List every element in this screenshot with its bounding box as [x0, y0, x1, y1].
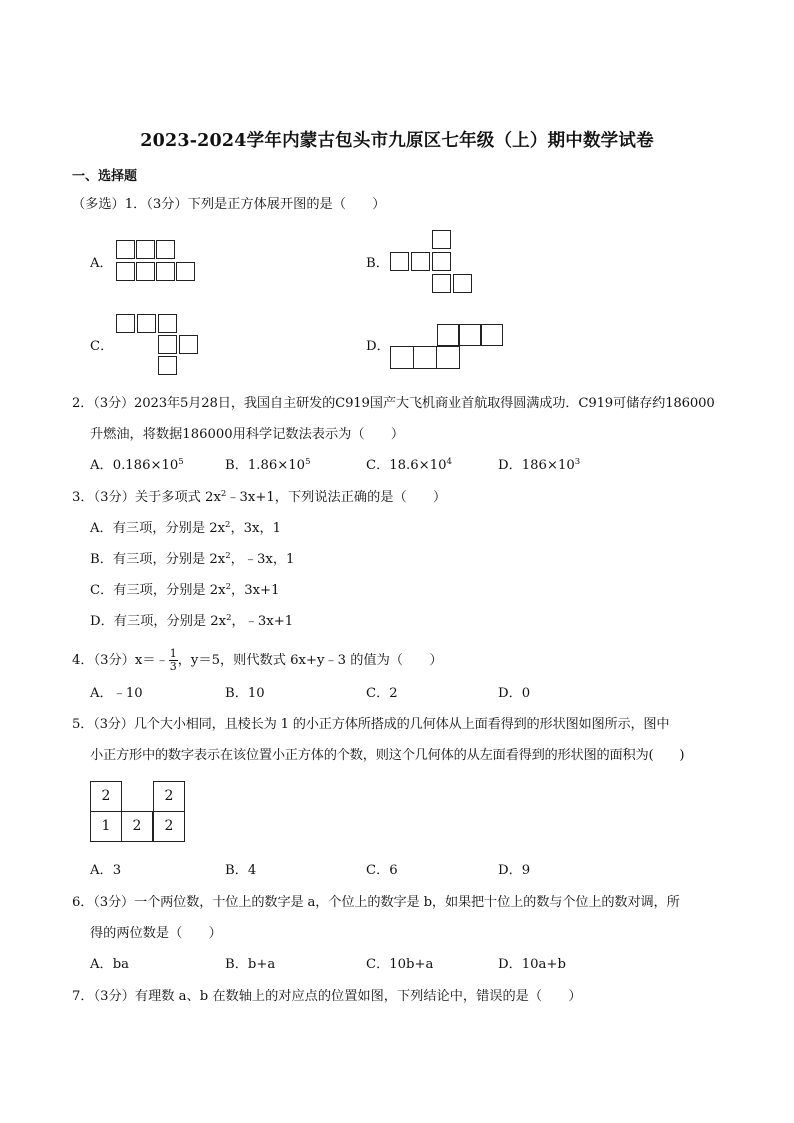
q5-stem-line2: 小正方形中的数字表示在该位置小正方体的个数，则这个几何体的从左面看得到的形状图的面积为( ) — [90, 748, 685, 763]
q3-option-a-pre: A．有三项，分别是 2x — [90, 521, 226, 536]
q1-stem: （多选）1．（3分）下列是正方体展开图的是（ ） — [72, 197, 386, 212]
q5-option-a[interactable]: A．3 — [90, 863, 122, 878]
q3-option-b-post: ，﹣3x，1 — [230, 552, 295, 567]
q5-grid-cell-bottom-3: 2 — [153, 811, 185, 842]
q3-stem-pre: 3．（3分）关于多项式 2x — [72, 490, 221, 505]
q2-option-d-exponent: 3 — [574, 457, 581, 467]
q6-option-a[interactable]: A．ba — [90, 957, 130, 972]
q6-stem-line2: 得的两位数是（ ） — [90, 926, 222, 941]
q5-grid-cell-top-left: 2 — [90, 781, 122, 812]
q3-option-b-exponent: 2 — [225, 551, 231, 561]
q2-option-c-exponent: 4 — [446, 457, 452, 467]
q2-option-b-exponent: 5 — [305, 457, 311, 467]
q2-option-a-text: A．0.186×10 — [90, 458, 179, 473]
q6-option-d[interactable]: D．10a+b — [498, 957, 566, 972]
q3-option-d[interactable] — [90, 613, 293, 631]
q4-fraction-numerator: 1 — [169, 647, 177, 660]
page-title: 2023-2024学年内蒙古包头市九原区七年级（上）期中数学试卷 — [140, 131, 654, 151]
q6-option-b[interactable]: B．b+a — [225, 957, 276, 972]
q4-option-c[interactable]: C．2 — [366, 686, 398, 701]
q4-fraction-denominator: 3 — [169, 660, 177, 673]
q3-stem-post: ﹣3x+1，下列说法正确的是（ ） — [226, 490, 447, 505]
q4-fraction — [169, 648, 178, 673]
q5-grid-cell-bottom-2: 2 — [121, 811, 153, 842]
q4-option-a[interactable]: A．﹣10 — [90, 686, 143, 701]
q3-option-b[interactable] — [90, 551, 294, 569]
q4-stem — [72, 648, 443, 673]
q6-option-c[interactable]: C．10b+a — [366, 957, 434, 972]
q2-stem-line1: 2．（3分）2023年5月28日，我国自主研发的C919国产大飞机商业首航取得圆满成功．C919可储存约186000 — [72, 396, 715, 411]
q2-option-b[interactable] — [225, 457, 311, 475]
q1-option-b-label: B． — [366, 256, 389, 271]
q4-stem-pre: 4．（3分）x＝﹣ — [72, 653, 169, 668]
q3-stem-exponent: 2 — [220, 489, 227, 499]
q5-option-c[interactable]: C．6 — [366, 863, 398, 878]
q4-option-d[interactable]: D．0 — [498, 686, 531, 701]
q3-option-a[interactable] — [90, 520, 281, 538]
q6-stem-line1: 6．（3分）一个两位数，十位上的数字是 a，个位上的数字是 b，如果把十位上的数与个位上的数对调，所 — [72, 895, 680, 910]
q7-stem: 7．（3分）有理数 a、b 在数轴上的对应点的位置如图，下列结论中，错误的是（ ） — [72, 989, 582, 1004]
q3-option-d-exponent: 2 — [226, 613, 232, 623]
q2-option-c-text: C．18.6×10 — [366, 458, 447, 473]
q3-option-a-exponent: 2 — [225, 520, 231, 530]
q2-option-d[interactable] — [498, 457, 580, 475]
q1-option-c-label: C． — [90, 339, 114, 354]
q3-stem — [72, 489, 446, 507]
q3-option-c-exponent: 2 — [225, 582, 232, 592]
q2-option-a[interactable] — [90, 457, 184, 475]
q2-option-b-text: B．1.86×10 — [225, 458, 306, 473]
q1-option-a-label: A． — [90, 256, 113, 271]
q1-option-d-label: D． — [366, 339, 390, 354]
q5-stem-line1: 5．（3分）几个大小相同，且棱长为 1 的小正方体所搭成的几何体从上面看得到的形状图如图所示，图中 — [72, 717, 670, 732]
q3-option-c[interactable] — [90, 582, 280, 600]
q2-stem-line2: 升燃油，将数据186000用科学记数法表示为（ ） — [90, 427, 405, 442]
q3-option-a-post: ，3x，1 — [230, 521, 282, 536]
section-heading: 一、选择题 — [72, 169, 138, 184]
q5-option-d[interactable]: D．9 — [498, 863, 531, 878]
q3-option-b-pre: B．有三项，分别是 2x — [90, 552, 226, 567]
q4-stem-post: ，y＝5，则代数式 6x+y﹣3 的值为（ ） — [177, 653, 443, 668]
q5-grid-cell-bottom-1: 1 — [90, 811, 122, 842]
q3-option-d-pre: D．有三项，分别是 2x — [90, 614, 227, 629]
q5-option-b[interactable]: B．4 — [225, 863, 257, 878]
q2-option-d-text: D．186×10 — [498, 458, 575, 473]
q4-option-b[interactable]: B．10 — [225, 686, 265, 701]
q5-grid-cell-top-right: 2 — [153, 781, 185, 812]
q3-option-c-pre: C．有三项，分别是 2x — [90, 583, 226, 598]
q2-option-c[interactable] — [366, 457, 452, 475]
q3-option-c-post: ，3x+1 — [231, 583, 280, 598]
q2-option-a-exponent: 5 — [178, 457, 184, 467]
q3-option-d-post: ，﹣3x+1 — [231, 614, 294, 629]
